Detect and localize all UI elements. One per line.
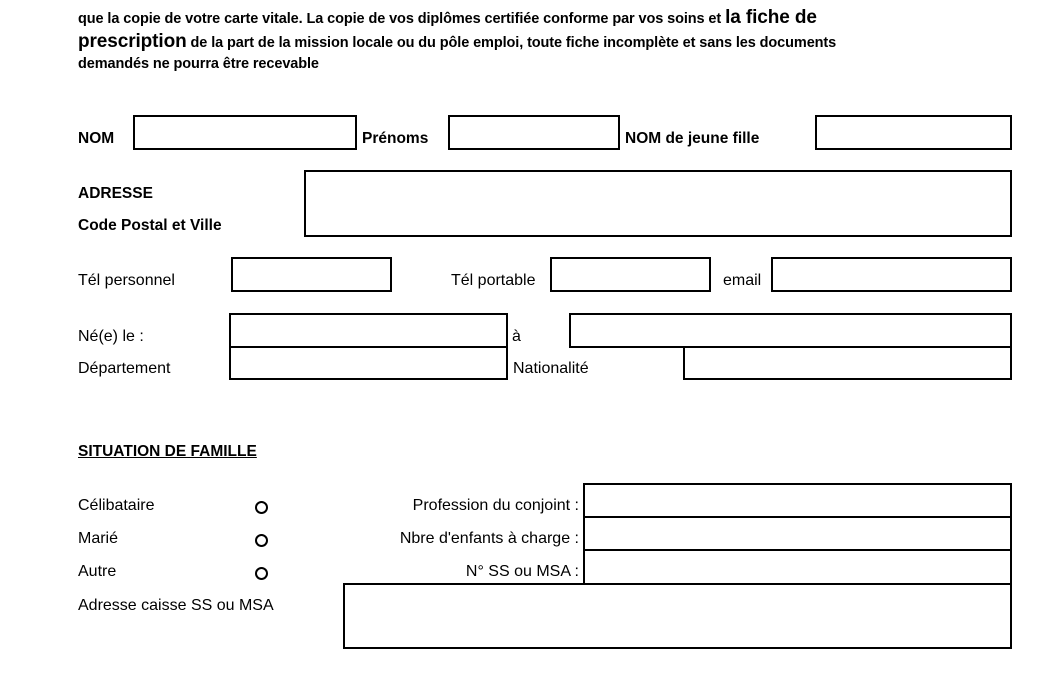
situation-famille-heading: SITUATION DE FAMILLE — [78, 443, 257, 460]
lieu-naissance-label: à — [512, 328, 521, 345]
option-celibataire-label: Célibataire — [78, 497, 155, 514]
adresse-field[interactable] — [304, 170, 1012, 237]
ne-le-label: Né(e) le : — [78, 328, 144, 345]
prenoms-field[interactable] — [448, 115, 620, 150]
nbre-enfants-label: Nbre d'enfants à charge : — [399, 530, 579, 547]
nom-jeune-fille-label: NOM de jeune fille — [625, 130, 760, 147]
intro-line-3: demandés ne pourra être recevable — [78, 56, 319, 72]
prenoms-label: Prénoms — [362, 130, 429, 147]
marie-radio[interactable] — [255, 534, 268, 547]
num-ss-field[interactable] — [583, 549, 1012, 585]
celibataire-radio[interactable] — [255, 501, 268, 514]
option-autre-label: Autre — [78, 563, 117, 580]
adresse-caisse-label: Adresse caisse SS ou MSA — [78, 597, 274, 614]
email-field[interactable] — [771, 257, 1012, 292]
intro-line-2 — [78, 32, 836, 53]
code-postal-ville-label: Code Postal et Ville — [78, 217, 222, 234]
nationalite-label: Nationalité — [513, 360, 589, 377]
nom-label: NOM — [78, 130, 115, 147]
email-label: email — [723, 272, 762, 289]
num-ss-label: N° SS ou MSA : — [465, 563, 579, 580]
tel-portable-field[interactable] — [550, 257, 711, 292]
tel-personnel-label: Tél personnel — [78, 272, 175, 289]
option-marie-label: Marié — [78, 530, 119, 547]
intro-emphasis: prescription — [78, 31, 187, 52]
date-naissance-field[interactable] — [229, 313, 508, 348]
profession-conjoint-label: Profession du conjoint : — [412, 497, 579, 514]
nationalite-field[interactable] — [683, 346, 1012, 380]
intro-emphasis: la fiche de — [725, 7, 817, 28]
intro-line-1 — [78, 8, 817, 29]
profession-conjoint-field[interactable] — [583, 483, 1012, 518]
tel-personnel-field[interactable] — [231, 257, 392, 292]
adresse-label: ADRESSE — [78, 185, 153, 202]
intro-text: de la part de la mission locale ou du pôle emploi, toute fiche incomplète et sans les documents — [186, 35, 837, 51]
intro-text: que la copie de votre carte vitale. La copie de vos diplômes certifiée conforme par vos soins et — [78, 11, 726, 27]
nom-field[interactable] — [133, 115, 357, 150]
nbre-enfants-field[interactable] — [583, 516, 1012, 551]
autre-radio[interactable] — [255, 567, 268, 580]
nom-jeune-fille-field[interactable] — [815, 115, 1012, 150]
departement-label: Département — [78, 360, 171, 377]
departement-field[interactable] — [229, 346, 508, 380]
adresse-caisse-field[interactable] — [343, 583, 1012, 649]
lieu-naissance-field[interactable] — [569, 313, 1012, 348]
tel-portable-label: Tél portable — [451, 272, 536, 289]
